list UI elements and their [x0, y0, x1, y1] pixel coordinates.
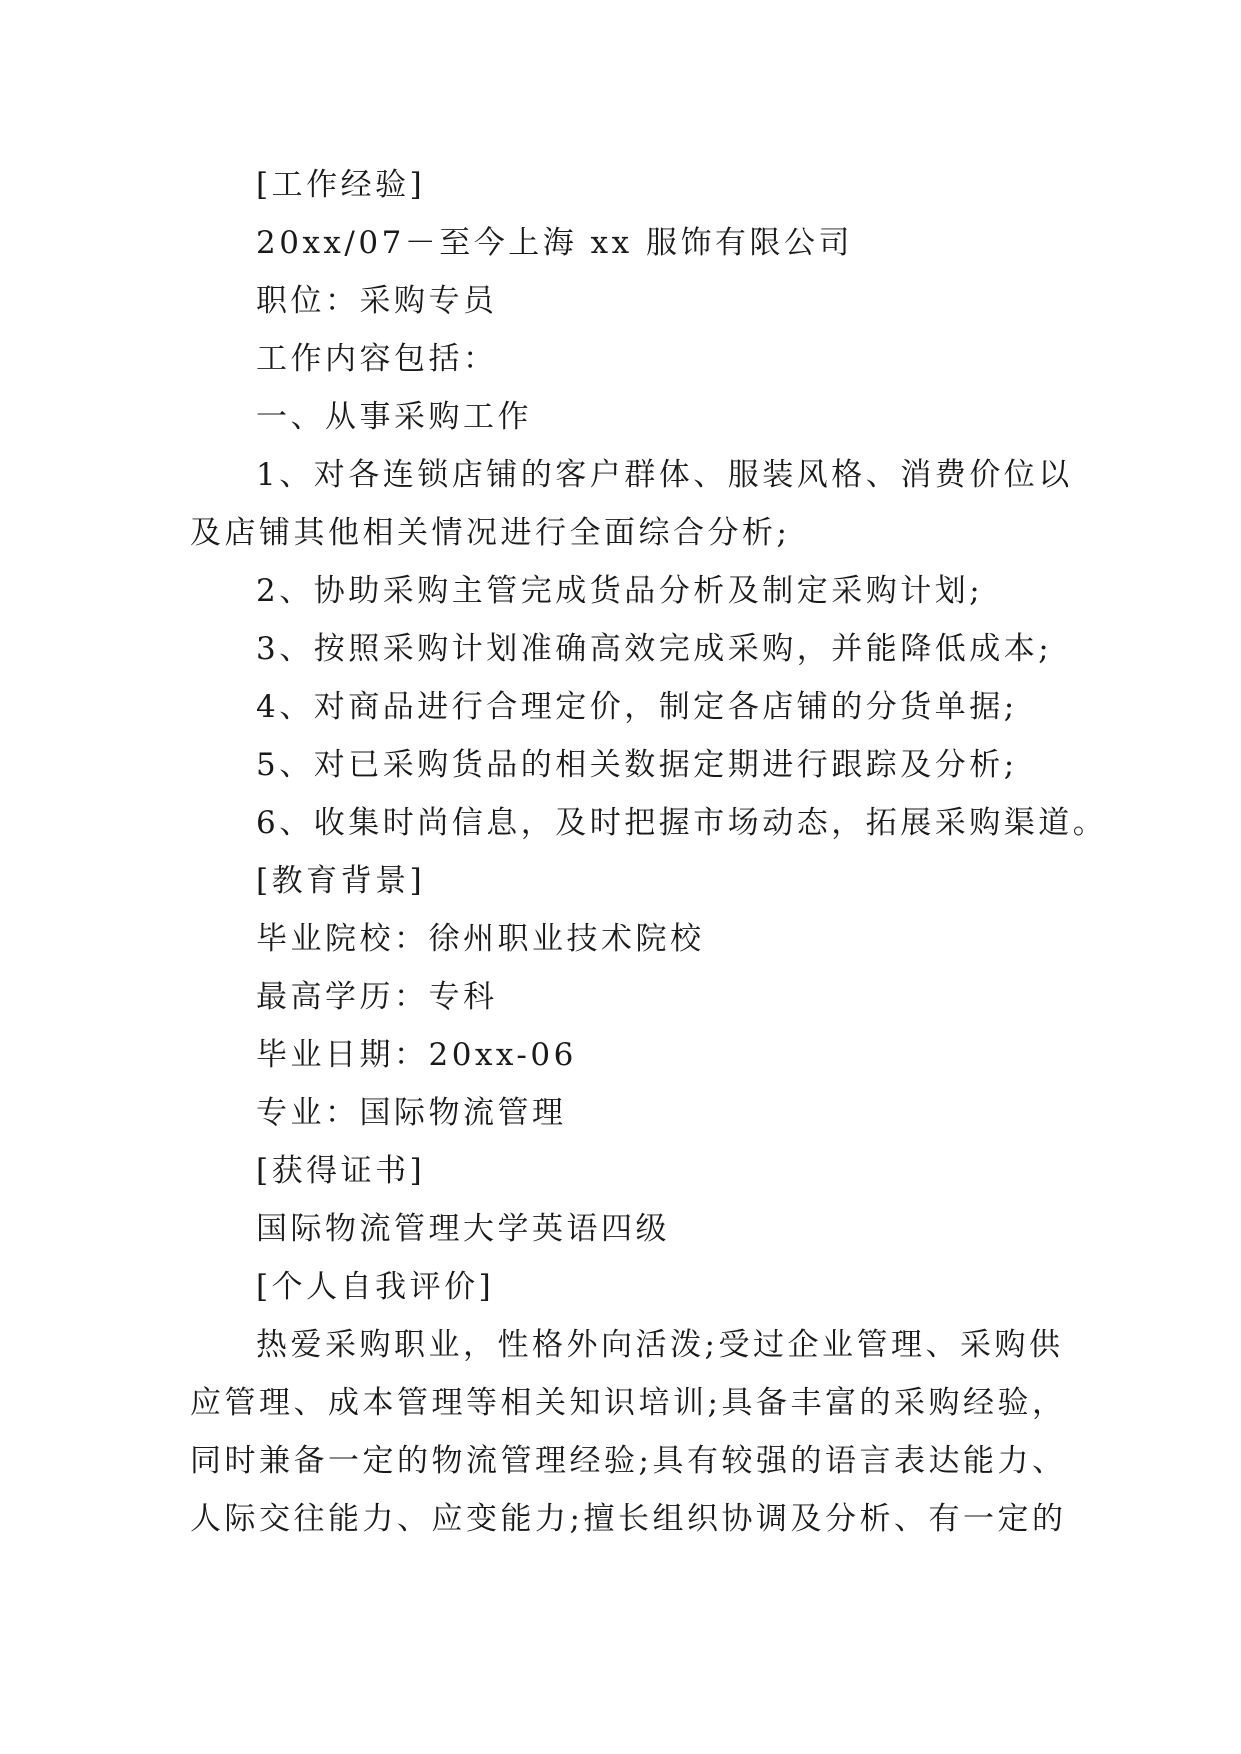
- document-body: [190, 156, 1108, 1548]
- self-evaluation-line-2: 应管理、成本管理等相关知识培训;具备丰富的采购经验，: [190, 1385, 1067, 1421]
- education-school: 毕业院校：徐州职业技术院校: [256, 921, 705, 957]
- self-evaluation-line-3: 同时兼备一定的物流管理经验;具有较强的语言表达能力、: [190, 1443, 1067, 1479]
- work-position: 职位：采购专员: [256, 283, 498, 319]
- education-graduation-date: 毕业日期：20xx-06: [256, 1037, 577, 1073]
- education-heading: [教育背景]: [256, 863, 426, 899]
- work-item-3: 3、按照采购计划准确高效完成采购，并能降低成本;: [256, 631, 1053, 667]
- self-evaluation-heading: [个人自我评价]: [256, 1269, 495, 1305]
- work-content-intro: 工作内容包括：: [256, 341, 498, 377]
- work-item-1-line-2: 及店铺其他相关情况进行全面综合分析;: [190, 515, 791, 551]
- work-section-one: 一、从事采购工作: [256, 399, 532, 435]
- work-item-5: 5、对已采购货品的相关数据定期进行跟踪及分析;: [256, 747, 1018, 783]
- certificates-list: 国际物流管理大学英语四级: [256, 1211, 670, 1247]
- work-item-2: 2、协助采购主管完成货品分析及制定采购计划;: [256, 573, 984, 609]
- self-evaluation-line-1: 热爱采购职业，性格外向活泼;受过企业管理、采购供: [256, 1327, 1064, 1363]
- certificates-heading: [获得证书]: [256, 1153, 426, 1189]
- work-period-company: 20xx/07－至今上海 xx 服饰有限公司: [256, 225, 853, 261]
- education-degree: 最高学历：专科: [256, 979, 498, 1015]
- work-item-4: 4、对商品进行合理定价，制定各店铺的分货单据;: [256, 689, 1018, 725]
- education-major: 专业：国际物流管理: [256, 1095, 567, 1131]
- work-experience-heading: [工作经验]: [256, 167, 426, 203]
- work-item-6: 6、收集时尚信息，及时把握市场动态，拓展采购渠道。: [256, 805, 1108, 841]
- self-evaluation-line-4: 人际交往能力、应变能力;擅长组织协调及分析、有一定的: [190, 1501, 1067, 1537]
- work-item-1-line-1: 1、对各连锁店铺的客户群体、服装风格、消费价位以: [256, 457, 1073, 493]
